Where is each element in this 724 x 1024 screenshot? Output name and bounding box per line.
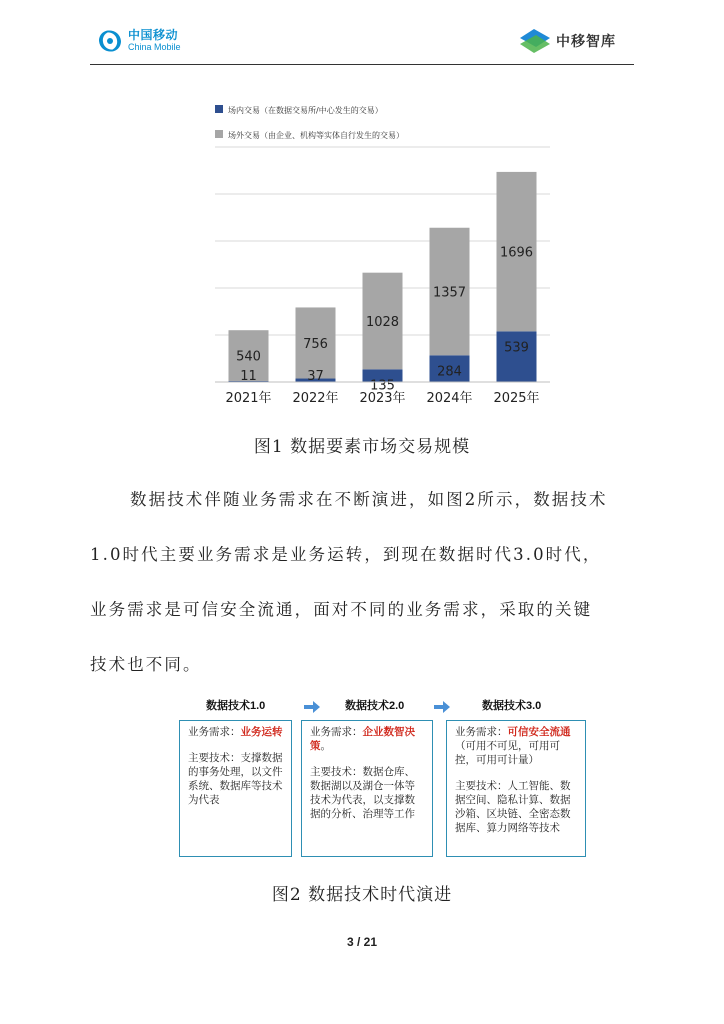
data-label-outer: 1696 [499,245,534,261]
legend-swatch [215,130,223,138]
era-1-requirement [188,725,283,739]
data-label-outer: 540 [236,349,261,365]
x-tick-label: 2022年 [292,391,339,406]
era-1-title: 数据技术1.0 [206,700,266,712]
para-line-2: 1.0时代主要业务需求是业务运转，到现在数据时代3.0时代， [90,545,602,564]
legend-swatch [215,105,223,113]
era-3-box [446,720,586,857]
arrow-right-icon [434,701,450,713]
para-line-1: 数据技术伴随业务需求在不断演进，如图2所示，数据技术 [130,490,608,509]
data-label-inner: 539 [504,340,529,356]
data-label-inner: 284 [437,364,462,380]
zhongyi-zhiku-logo [518,26,616,56]
x-tick-label: 2025年 [493,391,540,406]
era-2-requirement [310,725,424,753]
x-tick-label: 2023年 [359,391,406,406]
figure2-caption: 图2 数据技术时代演进 [271,885,453,905]
bar-inner [497,331,537,382]
china-mobile-logo-icon [95,26,125,56]
era-2-box [301,720,433,857]
right-logo-text: 中移智库 [556,34,616,50]
body-paragraph [90,480,635,680]
data-label-outer: 1357 [432,285,467,301]
era-1-req-label: 业务需求： [188,726,241,738]
era-1-box [179,720,292,857]
data-label-outer: 756 [303,336,328,352]
header-divider [90,64,634,65]
era-3-req-label: 业务需求： [455,726,508,738]
left-logo-cn: 中国移动 [128,28,179,42]
data-label-outer: 1028 [365,314,400,330]
era-2-req-label: 业务需求： [310,726,363,738]
era-2-req-highlight: 企业数智决策 [310,726,415,752]
para-line-4: 技术也不同。 [90,655,202,674]
arrow-right-icon [304,701,320,713]
era-2-tech: 主要技术：数据仓库、数据湖以及湖仓一体等技术为代表，以支撑数据的分析、治理等工作 [310,766,415,820]
x-tick-label: 2024年 [426,391,473,406]
x-tick-label: 2021年 [225,391,272,406]
era-1-req-highlight: 业务运转 [240,726,283,738]
era-3-req-suffix: （可用不可见，可用可控，可用可计量） [455,740,560,766]
era-3-requirement [455,725,577,767]
era-2-req-suffix: 。 [320,740,331,752]
china-mobile-logo [95,26,181,56]
era-2-title: 数据技术2.0 [345,700,405,712]
data-label-inner: 37 [307,369,324,384]
legend-label: 场内交易（在数据交易所/中心发生的交易） [228,106,383,115]
chart-svg [205,95,565,415]
figure1-caption: 图1 数据要素市场交易规模 [253,437,471,457]
market-trade-chart [205,95,565,415]
era-3-tech: 主要技术：人工智能、数据空间、隐私计算、数据沙箱、区块链、全密态数据库、算力网络等技术 [455,780,571,834]
era-3-title: 数据技术3.0 [482,700,542,712]
data-label-inner: 135 [370,378,395,394]
left-logo-en: China Mobile [128,42,181,52]
zhongyi-zhiku-logo-icon [518,26,552,56]
era-3-req-highlight: 可信安全流通 [507,726,571,738]
para-line-3: 业务需求是可信安全流通，面对不同的业务需求，采取的关键 [90,600,593,619]
page-header [0,0,724,70]
data-label-inner: 11 [240,369,257,384]
page-number: 3 / 21 [346,935,378,949]
legend-label: 场外交易（由企业、机构等实体自行发生的交易） [228,131,404,140]
era-1-tech: 主要技术：支撑数据的事务处理，以文件系统、数据库等技术为代表 [188,752,283,806]
